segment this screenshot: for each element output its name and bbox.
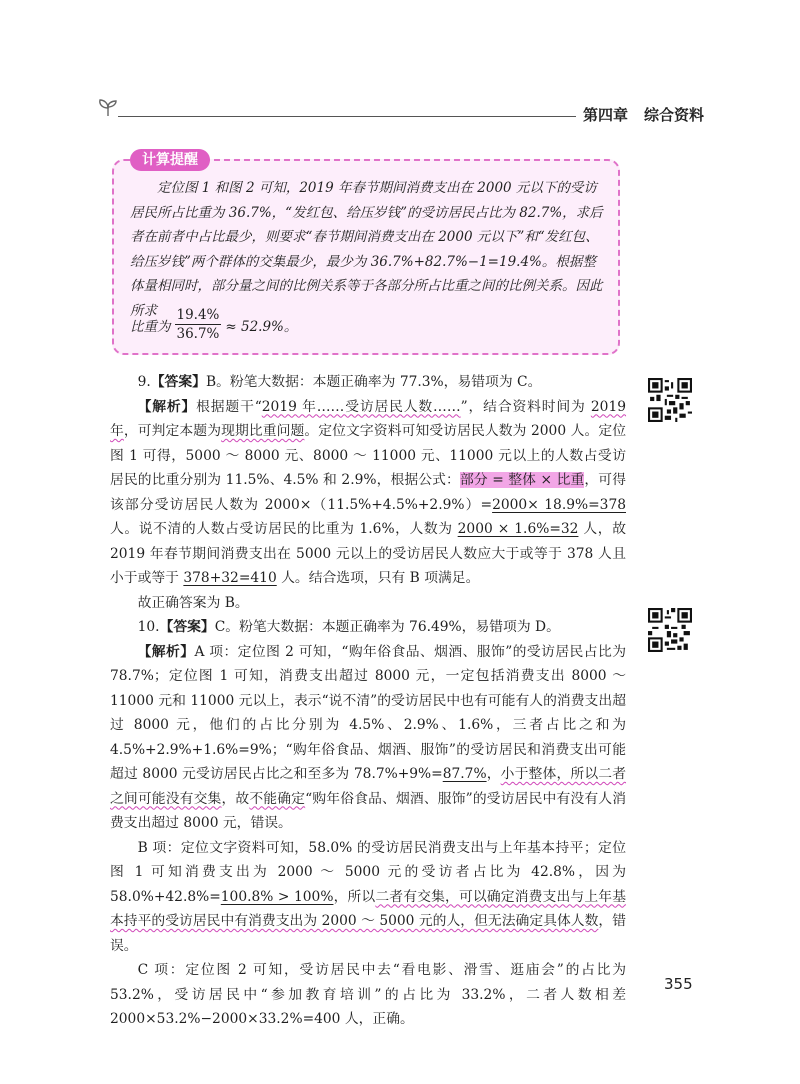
calculation-tip-text [130,176,604,323]
q10-analysis-c: C 项：定位图 2 可知，受访居民中去“看电影、滑雪、逛庙会”的占比为 53.2%，受访居民中“参加教育培训”的占比为 33.2%，二者人数相差 2000×53.2%−2000×33.2%=400 人，正确。 [110,962,626,1027]
answer-label: 【答案】 [159,619,215,635]
calculation-tip-tab: 计算提醒 [130,149,210,171]
q10-analysis-b: B 项：定位文字资料可知，58.0% 的受访居民消费支出与上年基本持平；定位图 1 可知消费支出为 2000 ～ 5000 元的受访者占比为 42.8%，因为 58.0%+42.8%=100.8% > 100%，所以二者有交集，可以确定消费支出与上年基本持平的受访居民中有消费支出为 2000 ～ 5000 元的人，但无法确定具体人数，错误。 [110,839,627,954]
page-header [0,96,800,136]
answer-label: 【答案】 [150,374,206,390]
tip-fraction-line [130,306,297,343]
qr-code-icon[interactable] [648,378,692,422]
section-label: 综合资料 [644,106,705,124]
analysis-label: 【解析】 [137,643,195,660]
q10-answer: 10.【答案】C。粉笔大数据：本题正确率为 76.49%，易错项为 D。 [137,619,560,635]
chapter-label: 第四章 [583,106,629,124]
q9-analysis: 【解析】根据题干“2019 年……受访居民人数……”，结合资料时间为 2019 年，可判定本题为现期比重问题。定位文字资料可知受访居民人数为 2000 人。定位图 1 可得，5000 ～ 8000 元、8000 ～ 11000 元、11000 元以上的人数占受访居民的比重分别为 11.5%、4.5% 和 2.9%，根据公式：部分 = 整体 × 比重，可得该部分受访居民人数为 2000×（11.5%+4.5%+2.9%）=2000× 18.9%=378 人。说不清的人数占受访居民的比重为 1.6%，人数为 2000 × 1.6%=32 人，故 2019 年春节期间消费支出在 5000 元以上的受访居民人数应大于或等于 378 人且小于或等于 378+32=410 人。结合选项，只有 B 项满足。 [110,398,627,586]
fraction-suffix: ≈ 52.9%。 [225,318,298,335]
page-number: 355 [664,975,693,993]
fraction [175,306,222,343]
sprout-icon [96,96,120,118]
q9-answer: 9.【答案】B。粉笔大数据：本题正确率为 77.3%，易错项为 C。 [137,374,542,390]
header-rule [118,116,576,117]
qr-code-icon[interactable] [648,608,692,652]
fraction-numerator: 19.4% [176,307,220,323]
tip-paragraph: 定位图 1 和图 2 可知，2019 年春节期间消费支出在 2000 元以下的受访居民所占比重为 36.7%，“发红包、给压岁钱”的受访居民占比为 82.7%，求后者在前者中占比最少，则要求“春节期间消费支出在 2000 元以下”和“发红包、给压岁钱”两个群体的交集最少，最少为 36.7%+82.7%−1=19.4%。根据整体量相同时，部分量之间的比例关系等于各部分所占比重之间的比例关系。因此所求 [130,180,603,319]
formula-highlight: 部分 = 整体 × 比重 [459,472,585,488]
fraction-prefix: 比重为 [130,318,171,335]
answer-explanations [110,370,626,1032]
q9-conclusion: 故正确答案为 B。 [137,594,249,611]
fraction-denominator: 36.7% [176,326,220,342]
chapter-title [583,104,704,125]
analysis-label: 【解析】 [137,398,197,415]
q10-analysis-a: 【解析】A 项：定位图 2 可知，“购年俗食品、烟酒、服饰”的受访居民占比为 78.7%；定位图 1 可知，消费支出超过 8000 元，一定包括消费支出 8000 ～ 11000 元和 11000 元以上，表示“说不清”的受访居民中也有可能有人的消费支出超过 8000 元，他们的占比分别为 4.5%、2.9%、1.6%，三者占比之和为 4.5%+2.9%+1.6%=9%；“购年俗食品、烟酒、服饰”的受访居民和消费支出可能超过 8000 元受访居民占比之和至多为 78.7%+9%=87.7%，小于整体，所以二者之间可能没有交集，故不能确定“购年俗食品、烟酒、服饰”的受访居民中有没有人消费支出超过 8000 元，错误。 [110,643,627,831]
